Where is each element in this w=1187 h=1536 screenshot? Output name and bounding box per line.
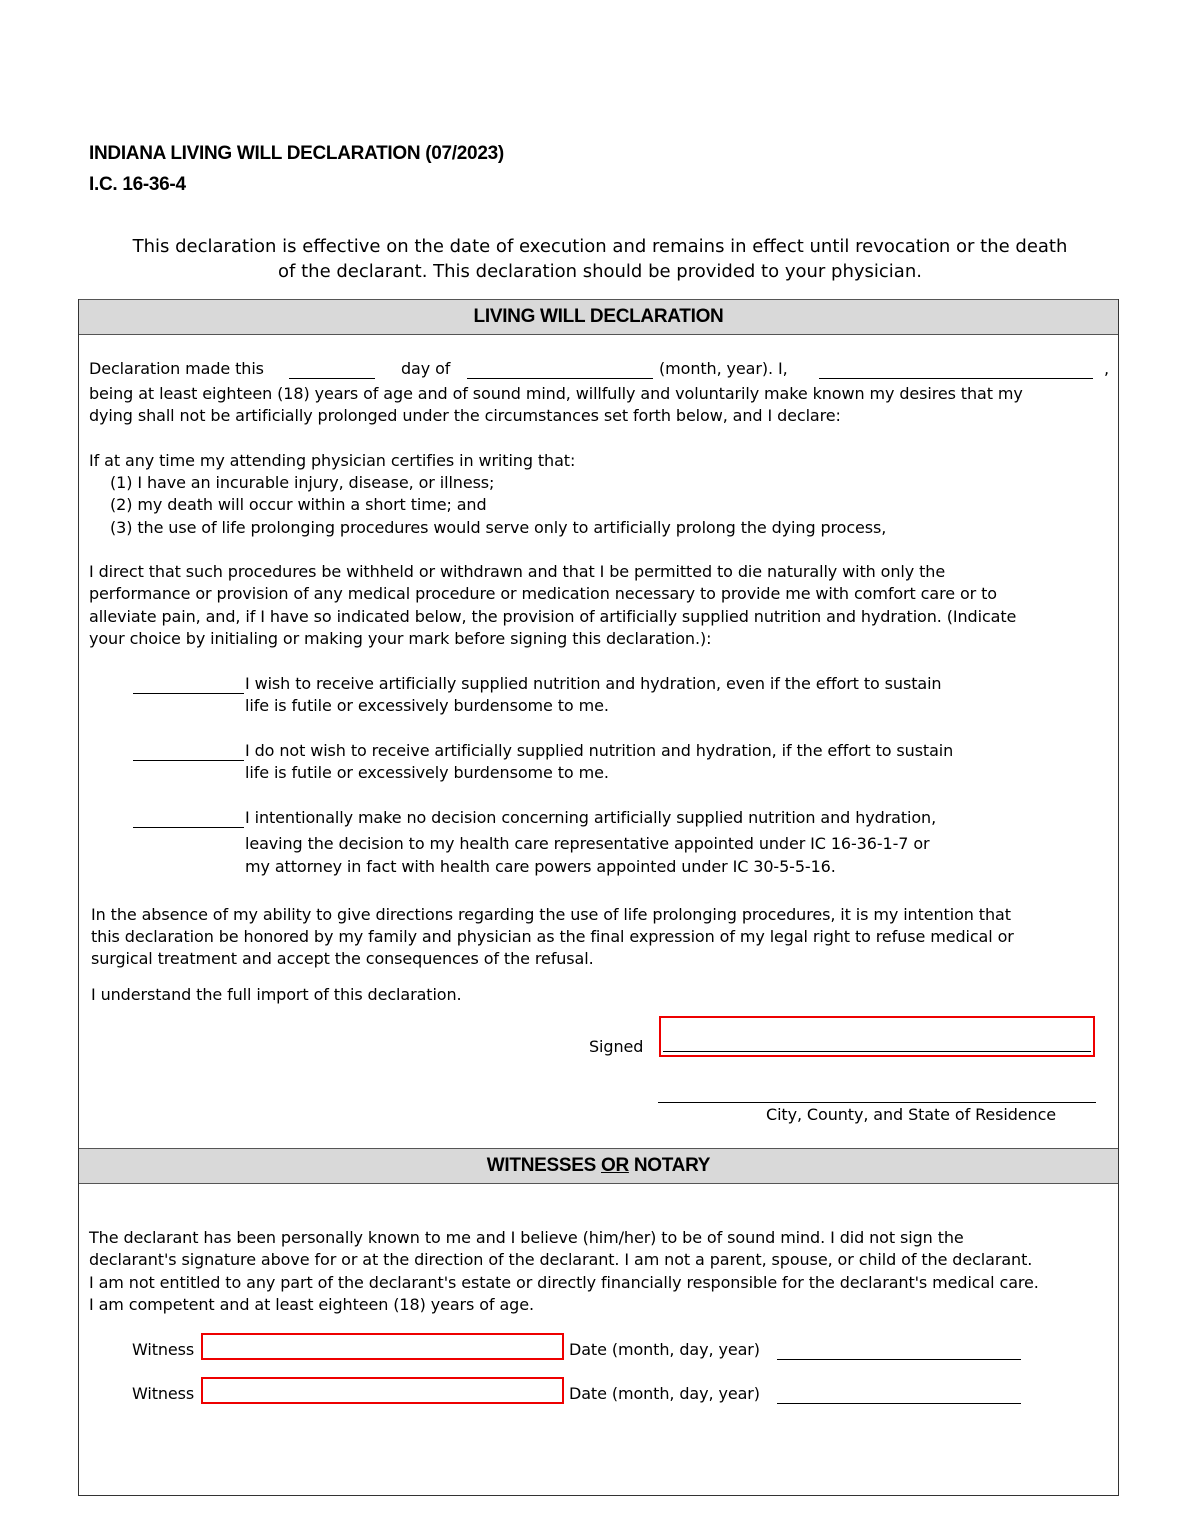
witness-1-label: Witness xyxy=(132,1340,195,1359)
signed-label: Signed xyxy=(589,1037,644,1056)
witness-statement-2: declarant's signature above for or at the direction of the declarant. I am not a parent, spouse, or child of the declarant. xyxy=(89,1250,1033,1269)
p3-line-2: performance or provision of any medical procedure or medication necessary to provide me with comfort care or to xyxy=(89,584,997,603)
witness-2-label: Witness xyxy=(132,1384,195,1403)
intro-line-2: of the declarant. This declaration should be provided to your physician. xyxy=(278,261,922,282)
day-field[interactable] xyxy=(289,378,375,379)
option-3-line-3: my attorney in fact with health care powers appointed under IC 30-5-5-16. xyxy=(245,857,836,876)
p2-line-1: If at any time my attending physician certifies in writing that: xyxy=(89,451,576,470)
month-year-label: (month, year). I, xyxy=(659,359,788,378)
witness-2-date-field[interactable] xyxy=(777,1403,1021,1404)
witness-statement-1: The declarant has been personally known to me and I believe (him/her) to be of sound mind. I did not sign the xyxy=(89,1228,964,1247)
declaration-form-box xyxy=(78,299,1119,1496)
option-3-line-2: leaving the decision to my health care representative appointed under IC 16-36-1-7 or xyxy=(245,834,930,853)
p1-line-3: dying shall not be artificially prolonged under the circumstances set forth below, and I declare: xyxy=(89,406,841,425)
witness-2-signature-field[interactable] xyxy=(201,1377,564,1404)
witness-statement-3: I am not entitled to any part of the declarant's estate or directly financially responsible for the declarant's medical care. xyxy=(89,1273,1039,1292)
witness-1-date-field[interactable] xyxy=(777,1359,1021,1360)
condition-2: (2) my death will occur within a short time; and xyxy=(110,495,487,514)
p3-line-1: I direct that such procedures be withheld or withdrawn and that I be permitted to die naturally with only the xyxy=(89,562,946,581)
declarant-name-field[interactable] xyxy=(819,378,1093,379)
witness-2-date-label: Date (month, day, year) xyxy=(569,1384,760,1403)
option-1-initial-field[interactable] xyxy=(133,693,244,694)
option-3-line-1: I intentionally make no decision concerning artificially supplied nutrition and hydration, xyxy=(245,808,937,827)
p1-line-2: being at least eighteen (18) years of age and of sound mind, willfully and voluntarily make known my desires that my xyxy=(89,384,1023,403)
intro-line-1: This declaration is effective on the date of execution and remains in effect until revocation or the death xyxy=(132,236,1068,257)
option-3-initial-field[interactable] xyxy=(133,827,244,828)
witness-1-signature-field[interactable] xyxy=(201,1333,564,1360)
p3-line-4: your choice by initialing or making your mark before signing this declaration.): xyxy=(89,629,712,648)
residence-field[interactable] xyxy=(658,1102,1096,1103)
option-1-line-1: I wish to receive artificially supplied nutrition and hydration, even if the effort to sustain xyxy=(245,674,942,693)
witnesses-heading-pre: WITNESSES xyxy=(486,1155,601,1176)
document-title: INDIANA LIVING WILL DECLARATION (07/2023) xyxy=(89,143,504,164)
option-1-line-2: life is futile or excessively burdensome to me. xyxy=(245,696,609,715)
signature-line xyxy=(663,1051,1091,1052)
witness-statement-4: I am competent and at least eighteen (18) years of age. xyxy=(89,1295,534,1314)
made-this-label: Declaration made this xyxy=(89,359,264,378)
condition-3: (3) the use of life prolonging procedures would serve only to artificially prolong the dying process, xyxy=(110,518,887,537)
option-2-line-2: life is futile or excessively burdensome to me. xyxy=(245,763,609,782)
p3-line-3: alleviate pain, and, if I have so indicated below, the provision of artificially supplied nutrition and hydration. (Indicate xyxy=(89,607,1017,626)
day-of-label: day of xyxy=(401,359,451,378)
living-will-heading: LIVING WILL DECLARATION xyxy=(79,299,1118,335)
month-year-field[interactable] xyxy=(467,378,653,379)
p4-line-1: In the absence of my ability to give directions regarding the use of life prolonging procedures, it is my intention that xyxy=(91,905,1011,924)
witnesses-heading-post: NOTARY xyxy=(628,1155,711,1176)
option-2-initial-field[interactable] xyxy=(133,760,244,761)
statute-code: I.C. 16-36-4 xyxy=(89,174,186,195)
condition-1: (1) I have an incurable injury, disease, or illness; xyxy=(110,473,495,492)
option-2-line-1: I do not wish to receive artificially supplied nutrition and hydration, if the effort to sustain xyxy=(245,741,954,760)
p4-line-2: this declaration be honored by my family and physician as the final expression of my legal right to refuse medical or xyxy=(91,927,1014,946)
p4-line-3: surgical treatment and accept the consequences of the refusal. xyxy=(91,949,594,968)
signature-field[interactable] xyxy=(659,1016,1095,1057)
residence-label: City, County, and State of Residence xyxy=(766,1105,1057,1124)
comma: , xyxy=(1104,359,1109,378)
witnesses-heading xyxy=(79,1148,1118,1184)
witnesses-heading-or: OR xyxy=(600,1155,629,1176)
understand-statement: I understand the full import of this declaration. xyxy=(91,985,462,1004)
witness-1-date-label: Date (month, day, year) xyxy=(569,1340,760,1359)
